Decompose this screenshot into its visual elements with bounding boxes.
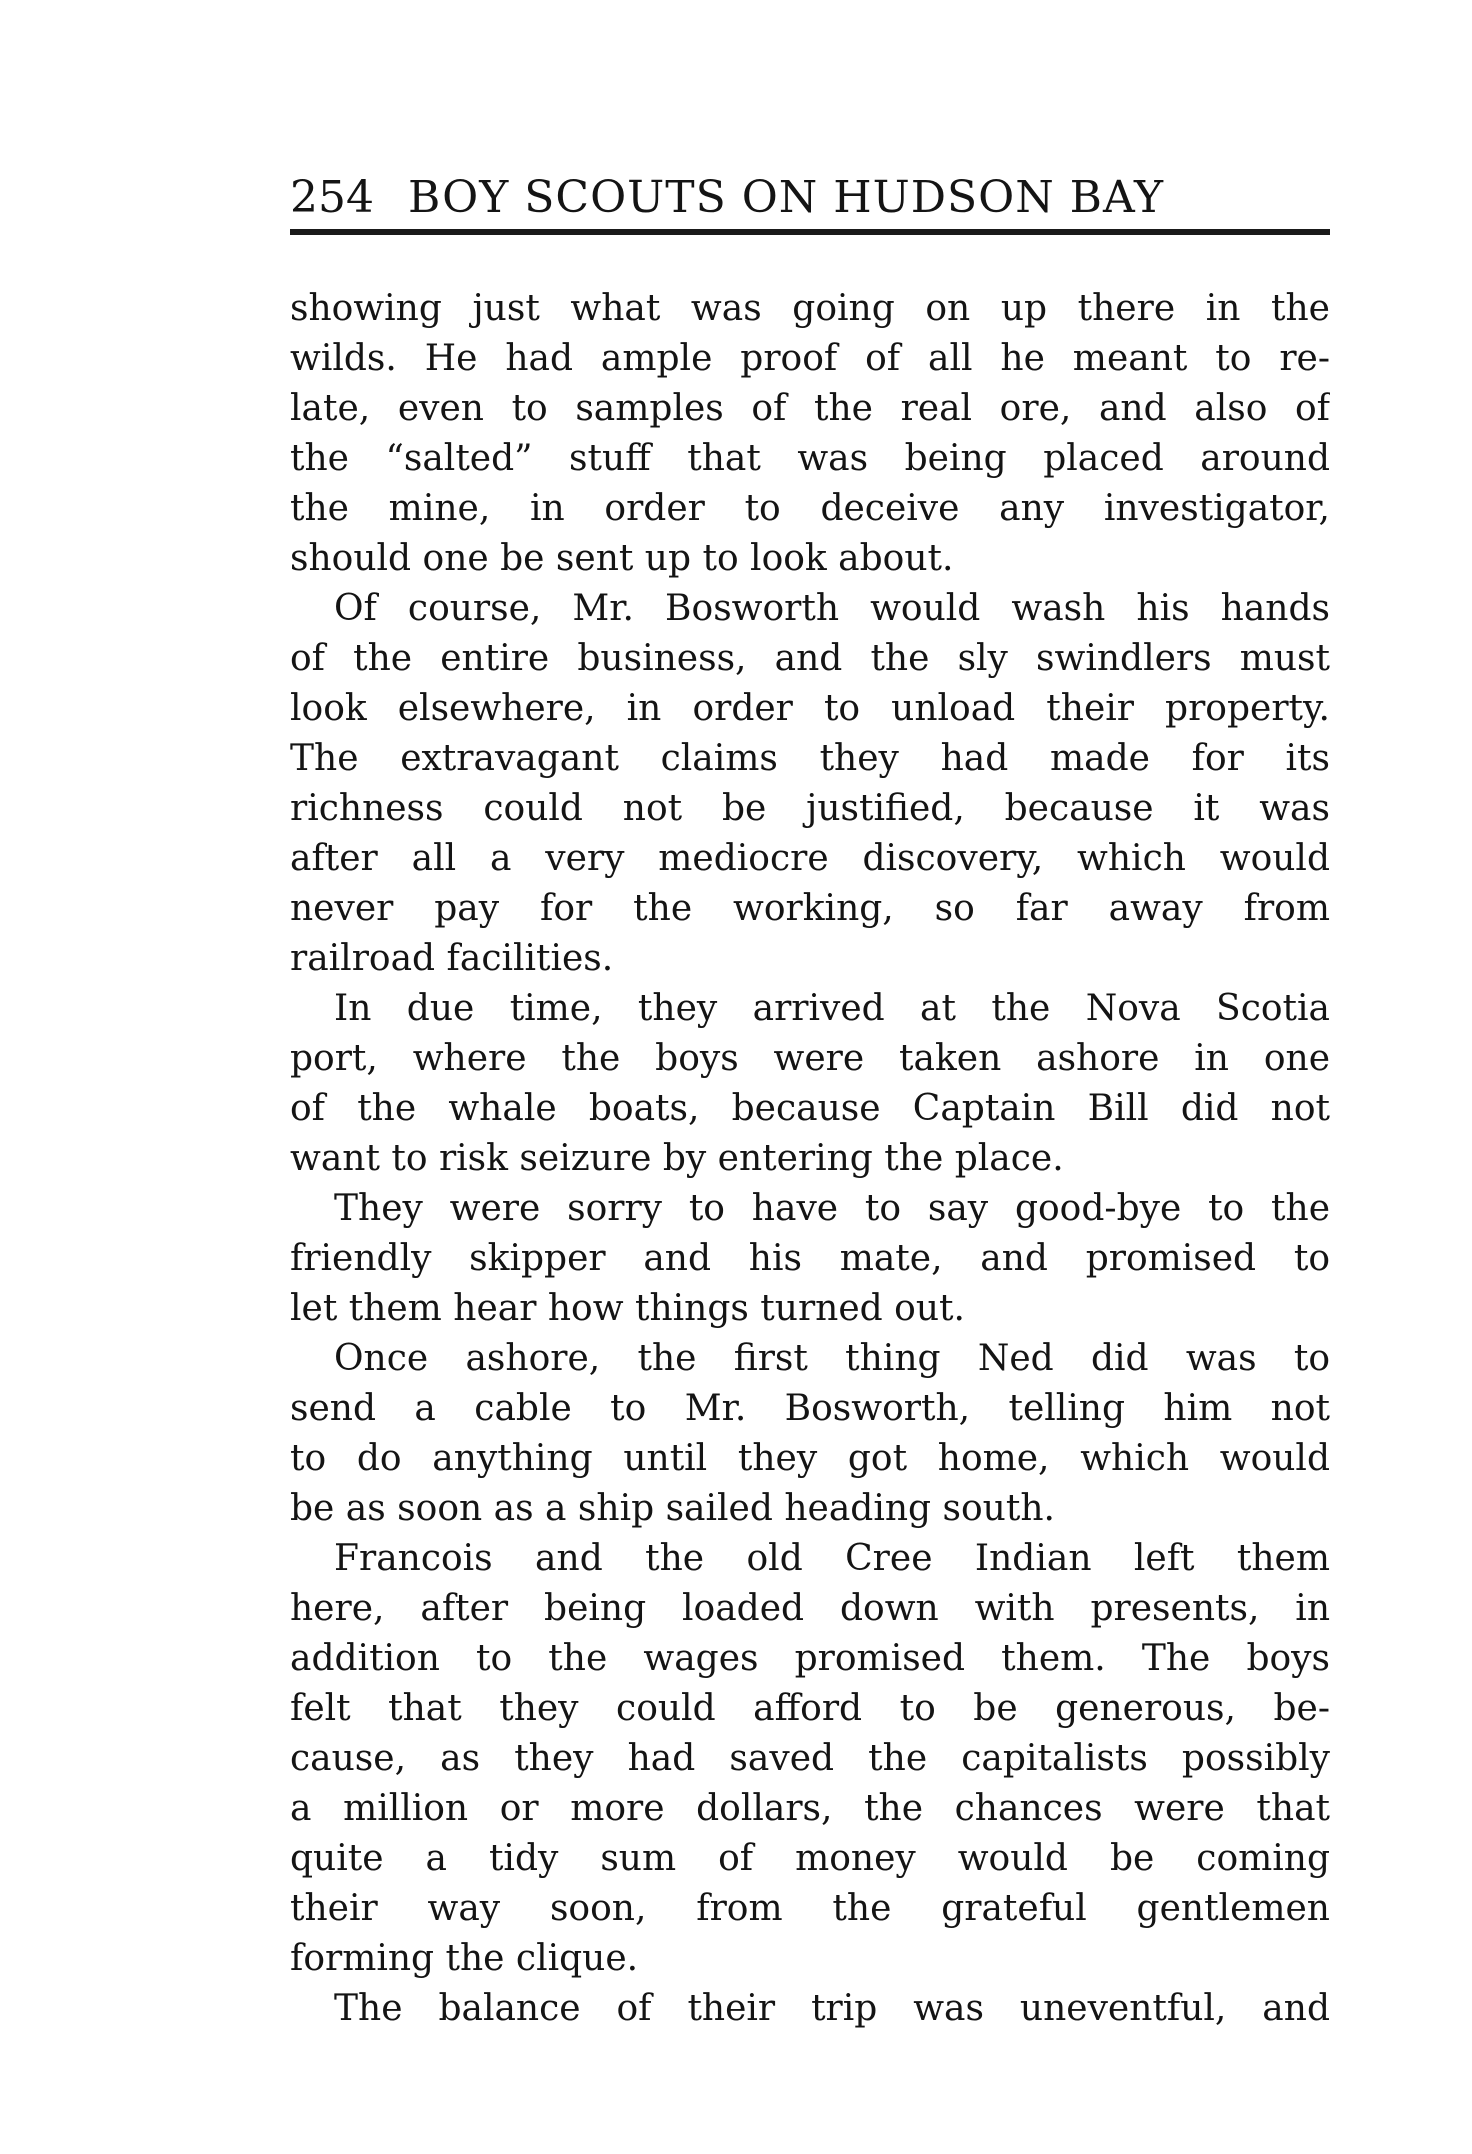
page-number: 254 — [290, 172, 374, 223]
text-line: cause, as they had saved the capitalists possibly — [290, 1738, 1330, 1779]
text-line: Francois and the old Cree Indian left them — [334, 1538, 1330, 1579]
text-line: the mine, in order to deceive any investigator, — [290, 488, 1330, 529]
text-line: addition to the wages promised them. The boys — [290, 1638, 1330, 1679]
text-line: quite a tidy sum of money would be coming — [290, 1838, 1330, 1879]
text-line: to do anything until they got home, which would — [290, 1438, 1330, 1479]
text-line: The balance of their trip was uneventful, and — [334, 1988, 1330, 2029]
text-line: Of course, Mr. Bosworth would wash his hands — [334, 588, 1330, 629]
text-line: let them hear how things turned out. — [290, 1288, 965, 1329]
header-rule — [290, 229, 1330, 235]
text-line: should one be sent up to look about. — [290, 538, 954, 579]
text-line: felt that they could afford to be generous, be- — [290, 1688, 1330, 1729]
text-line: friendly skipper and his mate, and promised to — [290, 1238, 1330, 1279]
text-line: of the entire business, and the sly swindlers must — [290, 638, 1330, 679]
text-line: here, after being loaded down with presents, in — [290, 1588, 1330, 1629]
text-line: the “salted” stuff that was being placed around — [290, 438, 1330, 479]
text-line: after all a very mediocre discovery, which would — [290, 838, 1330, 879]
text-line: wilds. He had ample proof of all he meant to re- — [290, 338, 1330, 379]
text-line: port, where the boys were taken ashore in one — [290, 1038, 1330, 1079]
text-line: showing just what was going on up there in the — [290, 288, 1330, 329]
text-line: be as soon as a ship sailed heading south. — [290, 1488, 1055, 1529]
text-line: Once ashore, the first thing Ned did was to — [334, 1338, 1330, 1379]
running-title: BOY SCOUTS ON HUDSON BAY — [408, 172, 1165, 223]
text-line: their way soon, from the grateful gentlemen — [290, 1888, 1330, 1929]
text-line: never pay for the working, so far away from — [290, 888, 1330, 929]
text-line: In due time, they arrived at the Nova Scotia — [334, 988, 1330, 1029]
body-text — [290, 284, 1330, 2034]
text-line: richness could not be justified, because it was — [290, 788, 1330, 829]
text-line: railroad facilities. — [290, 938, 614, 979]
text-line: want to risk seizure by entering the place. — [290, 1138, 1064, 1179]
text-line: a million or more dollars, the chances were that — [290, 1788, 1330, 1829]
text-line: late, even to samples of the real ore, and also of — [290, 388, 1330, 429]
page-header — [290, 168, 1330, 228]
text-line: of the whale boats, because Captain Bill did not — [290, 1088, 1330, 1129]
text-line: The extravagant claims they had made for its — [290, 738, 1330, 779]
text-line: send a cable to Mr. Bosworth, telling him not — [290, 1388, 1330, 1429]
text-line: look elsewhere, in order to unload their property. — [290, 688, 1330, 729]
text-line: They were sorry to have to say good-bye to the — [334, 1188, 1330, 1229]
text-line: forming the clique. — [290, 1938, 639, 1979]
